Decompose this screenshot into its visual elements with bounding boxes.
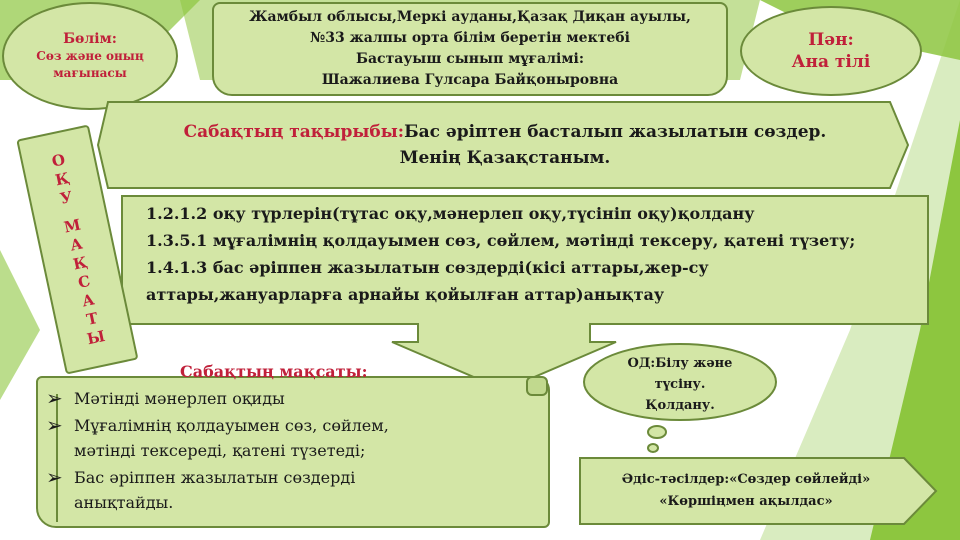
topic-text2: Менің Қазақстаным. xyxy=(399,148,611,168)
objective-2-line1: Мұғалімнің қолдауымен сөз, сөйлем, xyxy=(74,416,389,435)
subject-value: Ана тілі xyxy=(791,52,871,72)
objective-3-line2: анықтайды. xyxy=(74,493,174,512)
methods-line1: Әдіс-тәсілдер:«Сөздер сөйлейді» xyxy=(621,472,871,487)
objective-item xyxy=(46,413,526,463)
arrow-bullet-icon: ➢ xyxy=(46,465,63,489)
vertical-label-letter: Т xyxy=(84,309,100,329)
cloud-line1: ОД:Білу және xyxy=(627,355,733,371)
section-line2: мағынасы xyxy=(53,66,127,80)
vertical-label-letter: А xyxy=(80,290,97,311)
vertical-label-letter: Қ xyxy=(71,252,90,274)
vertical-label-letter: А xyxy=(68,234,85,255)
school-line3: Бастауыш сынып мұғалімі: xyxy=(356,51,584,67)
objective-item xyxy=(46,386,526,411)
topic-text1: Бас әріптен басталып жазылатын сөздер. xyxy=(404,122,827,142)
topic-banner xyxy=(110,104,900,186)
arrow-bullet-icon: ➢ xyxy=(46,413,63,437)
school-line2: №33 жалпы орта білім беретін мектебі xyxy=(310,30,630,46)
vertical-label-letter: Қ xyxy=(53,168,72,190)
methods-line2: «Көршіңмен ақылдас» xyxy=(659,494,833,509)
arrow-bullet-icon: ➢ xyxy=(46,386,63,410)
learning-goals xyxy=(146,200,936,308)
goal-2: 1.3.5.1 мұғалімнің қолдауымен сөз, сөйлем, мәтінді тексеру, қатені түзету; xyxy=(146,231,856,250)
objective-3-line1: Бас әріппен жазылатын сөздерді xyxy=(74,468,356,487)
topic-line1 xyxy=(184,119,827,145)
subject-oval xyxy=(740,6,922,96)
section-line1: Сөз және оның xyxy=(36,49,144,63)
objective-item xyxy=(46,465,526,515)
objective-2-line2: мәтінді тексереді, қатені түзетеді; xyxy=(74,441,366,460)
objectives-list xyxy=(46,386,526,515)
vertical-label-letters xyxy=(48,150,107,349)
goal-3b: аттары,жануарларға арнайы қойылған аттар)анықтау xyxy=(146,285,665,304)
subject-title: Пән: xyxy=(808,30,854,50)
topic-label: Сабақтың тақырыбы: xyxy=(183,122,405,142)
vertical-label-letter: О xyxy=(50,150,67,171)
school-line1: Жамбыл облысы,Меркі ауданы,Қазақ Диқан ауылы, xyxy=(249,9,691,25)
goal-3a: 1.4.1.3 бас әріппен жазылатын сөздерді(кісі аттары,жер-су xyxy=(146,258,709,277)
objectives-title: Сабақтың мақсаты: xyxy=(180,362,368,381)
goal-1: 1.2.1.2 оқу түрлерін(тұтас оқу,мәнерлеп оқу,түсініп оқу)қолдану xyxy=(146,204,755,223)
section-title: Бөлім: xyxy=(63,31,117,47)
objectives-list-wrap xyxy=(46,386,526,517)
section-oval xyxy=(2,2,178,110)
cloud-line2: түсіну. xyxy=(654,376,706,392)
vertical-label-letter: С xyxy=(76,271,92,292)
thought-cloud xyxy=(592,348,768,420)
methods-banner xyxy=(586,460,906,522)
vertical-label-letter: М xyxy=(62,215,83,237)
cloud-line3: Қолдану. xyxy=(645,397,715,413)
school-line4: Шажалиева Гулсара Байқоныровна xyxy=(321,72,619,88)
vertical-label-letter: У xyxy=(58,187,75,208)
vertical-label-letter: Ы xyxy=(85,326,107,349)
objective-1-line1: Мәтінді мәнерлеп оқиды xyxy=(74,389,285,408)
school-info-scroll xyxy=(212,2,728,96)
vertical-label-letter xyxy=(68,207,70,217)
